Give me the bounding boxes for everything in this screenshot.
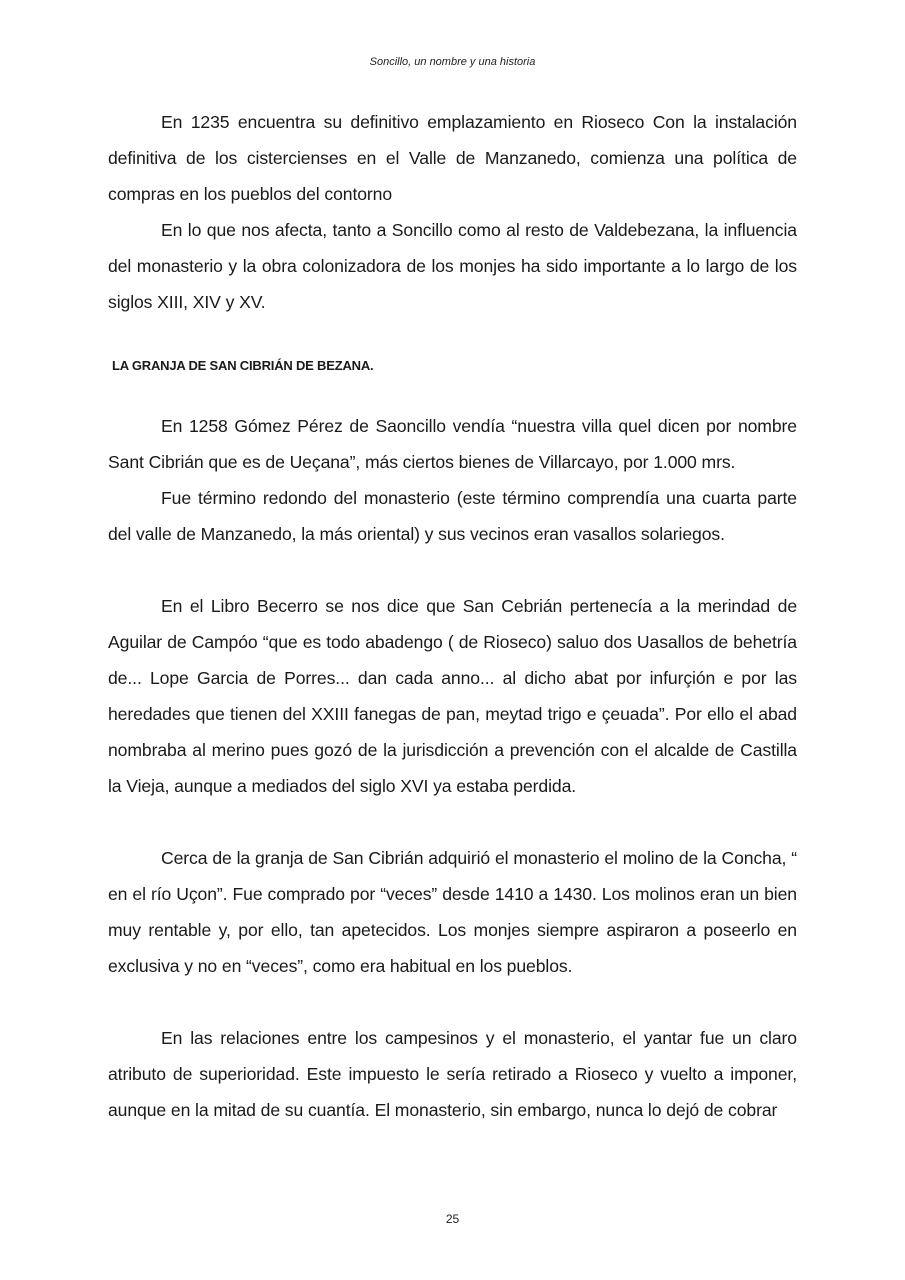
paragraph-1235-rioseco: En 1235 encuentra su definitivo emplazamiento en Rioseco Con la instalación definitiva de los cistercienses en el Valle de Manzanedo, comienza una política de compras en los pueblos del contorno	[108, 112, 797, 204]
paragraph-termino-redondo: Fue término redondo del monasterio (este término comprendía una cuarta parte del valle de Manzanedo, la más oriental) y sus vecinos eran vasallos solariegos.	[108, 488, 797, 544]
section-heading: LA GRANJA DE SAN CIBRIÁN DE BEZANA.	[112, 358, 374, 373]
running-header: Soncillo, un nombre y una historia	[369, 56, 536, 68]
paragraph-valdebezana-influence: En lo que nos afecta, tanto a Soncillo como al resto de Valdebezana, la influencia del monasterio y la obra colonizadora de los monjes ha sido importante a lo largo de los siglos XIII, XIV y XV.	[108, 220, 797, 312]
paragraph-molino-concha: Cerca de la granja de San Cibrián adquirió el monasterio el molino de la Concha, “ en el río Uçon”. Fue comprado por “veces” desde 1410 a 1430. Los molinos eran un bien muy rentable y, por ello, tan apetecidos. Los monjes siempre aspiraron a poseerlo en exclusiva y no en “veces”, como era habitual en los pueblos.	[108, 848, 797, 976]
paragraph-1258-sale: En 1258 Gómez Pérez de Saoncillo vendía “nuestra villa quel dicen por nombre Sant Cibrián que es de Ueçana”, más ciertos bienes de Villarcayo, por 1.000 mrs.	[108, 416, 797, 472]
page-body	[108, 104, 797, 1128]
page-number: 25	[445, 1212, 460, 1226]
spacer	[108, 804, 797, 840]
paragraph-libro-becerro: En el Libro Becerro se nos dice que San Cebrián pertenecía a la merindad de Aguilar de Campóo “que es todo abadengo ( de Rioseco) saluo dos Uasallos de behetría de... Lope Garcia de Porres... dan cada anno... al dicho abat por infurçión e por las heredades que tienen del XXIII fanegas de pan, meytad trigo e çeuada”. Por ello el abad nombraba al merino pues gozó de la jurisdicción a prevención con el alcalde de Castilla la Vieja, aunque a mediados del siglo XVI ya estaba perdida.	[108, 596, 797, 796]
spacer	[108, 320, 797, 356]
spacer	[108, 552, 797, 588]
spacer	[108, 984, 797, 1020]
spacer	[108, 376, 797, 408]
paragraph-yantar: En las relaciones entre los campesinos y el monasterio, el yantar fue un claro atributo de superioridad. Este impuesto le sería retirado a Rioseco y vuelto a imponer, aunque en la mitad de su cuantía. El monasterio, sin embargo, nunca lo dejó de cobrar	[108, 1028, 797, 1120]
